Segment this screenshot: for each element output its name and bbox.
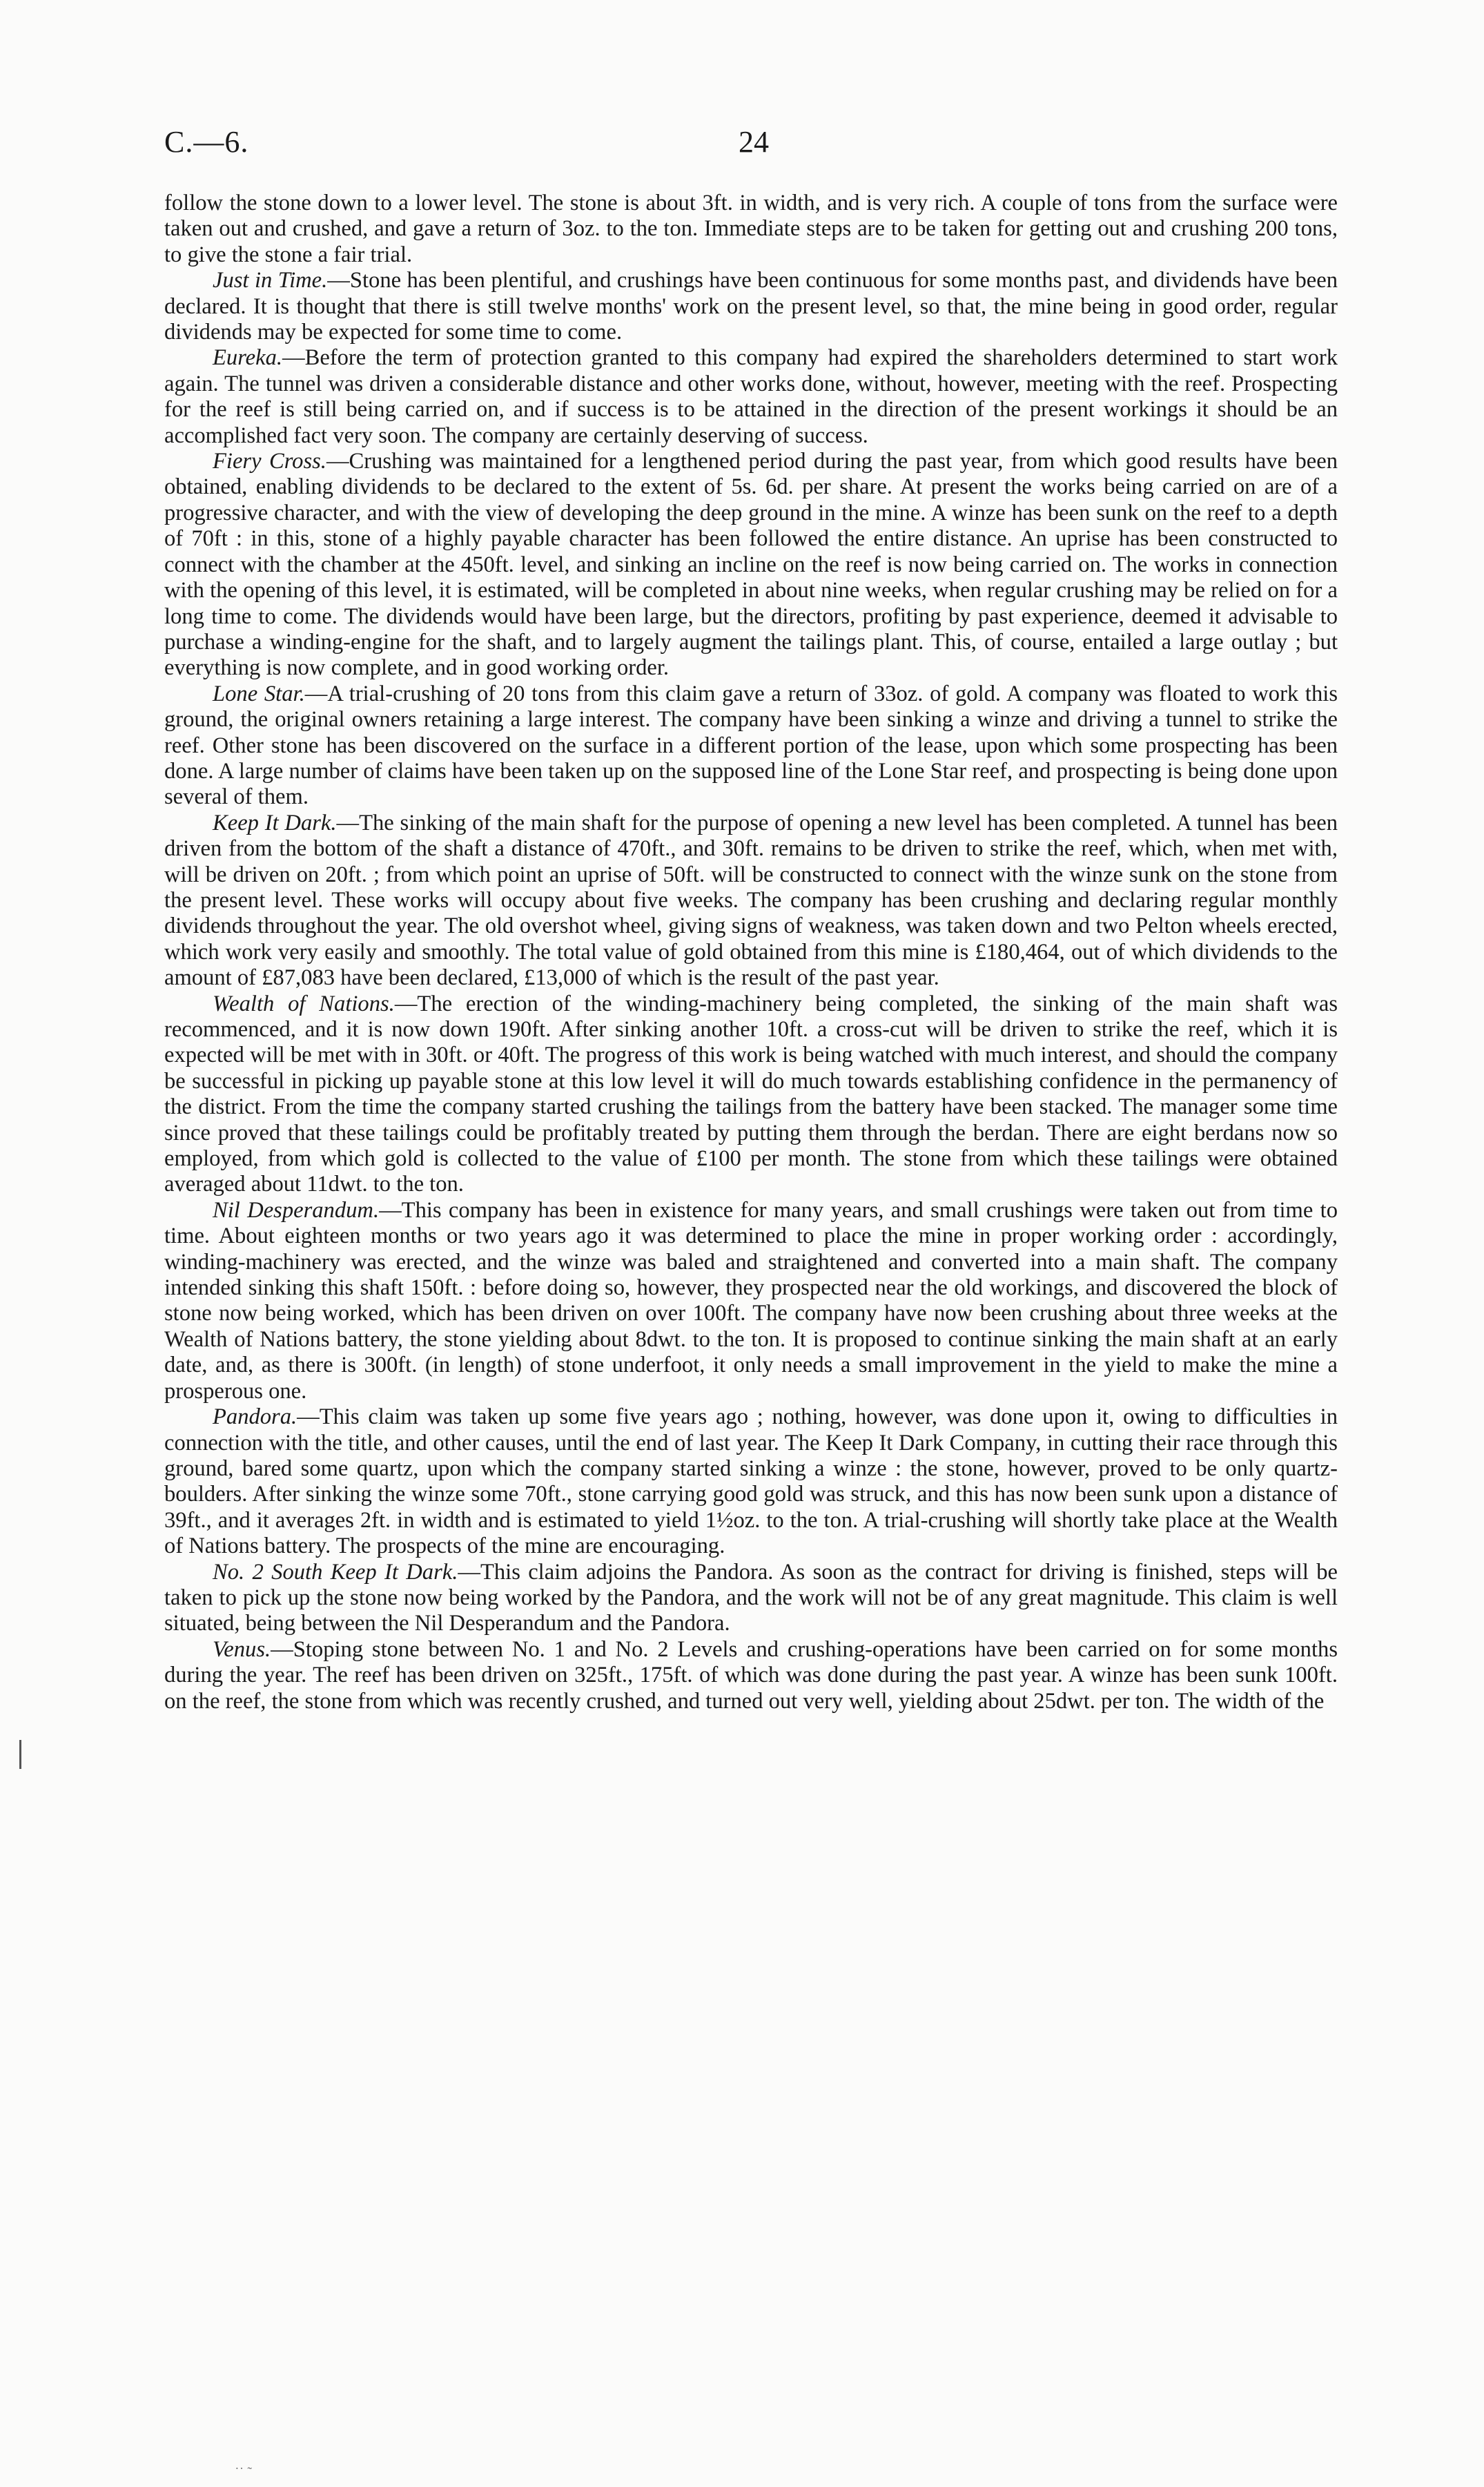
page-number: 24 bbox=[739, 125, 769, 159]
paragraph-text: —Crushing was maintained for a lengthened period during the past year, from which good results have been obtained, enabling dividends to be declared to the extent of 5s. 6d. per share. At present the works being carried on are of a progressive character, and with the view of developing the deep ground in the mine. A winze has been sunk on the reef to a depth of 70ft : in this, stone of a highly payable character has been followed the entire distance. An uprise has been constructed to connect with the chamber at the 450ft. level, and sinking an incline on the reef is now being carried on. The works in connection with the opening of this level, it is estimated, will be completed in about nine weeks, when regular crushing may be relied on for a long time to come. The dividends would have been large, but the directors, profiting by past experience, deemed it advisable to purchase a winding-engine for the shaft, and to largely augment the tailings plant. This, of course, entailed a large outlay ; but everything is now complete, and in good working order. bbox=[164, 449, 1338, 681]
paragraph-wealth-of-nations bbox=[164, 991, 1338, 1198]
mine-heading: Eureka. bbox=[213, 345, 283, 371]
paragraph-text: —The sinking of the main shaft for the purpose of opening a new level has been completed. A tunnel has been driven from the bottom of the shaft a distance of 470ft., and 30ft. remains to be driven to strike the reef, which, when met with, will be driven on 20ft. ; from which point an uprise of 50ft. will be constructed to connect with the winze sunk on the stone from the present level. These works will occupy about five weeks. The company has been crushing and declaring regular monthly dividends throughout the year. The old overshot wheel, giving signs of weakness, was taken down and two Pelton wheels erected, which work very easily and smoothly. The total value of gold obtained from this mine is £180,464, out of which dividends to the amount of £87,083 have been declared, £13,000 of which is the result of the past year. bbox=[164, 810, 1338, 991]
paragraph-nil-desperandum bbox=[164, 1198, 1338, 1404]
paragraph-just-in-time bbox=[164, 268, 1338, 345]
mine-heading: Wealth of Nations. bbox=[213, 991, 395, 1016]
paragraph-continuation bbox=[164, 191, 1338, 268]
paragraph-pandora bbox=[164, 1404, 1338, 1559]
mine-heading: Lone Star. bbox=[213, 681, 305, 706]
mine-heading: Pandora. bbox=[213, 1404, 297, 1430]
paragraph-text: —A trial-crushing of 20 tons from this claim gave a return of 33oz. of gold. A company was floated to work this ground, the original owners retaining a large interest. The company have been sinking a winze and driving a tunnel to strike the reef. Other stone has been discovered on the surface in a different portion of the lease, upon which some prospecting has been done. A large number of claims have been taken up on the supposed line of the Lone Star reef, and prospecting is being done upon several of them. bbox=[164, 681, 1338, 810]
mine-heading: Keep It Dark. bbox=[213, 810, 337, 835]
scan-artifact-mark: ˙˙ ˜ bbox=[235, 2465, 252, 2480]
paragraph-text: follow the stone down to a lower level. The stone is about 3ft. in width, and is very rich. A couple of tons from the surface were taken out and crushed, and gave a return of 3oz. to the ton. Immediate steps are to be taken for getting out and crushing 200 tons, to give the stone a fair trial. bbox=[164, 191, 1338, 267]
paragraph-text: —This company has been in existence for many years, and small crushings were taken out from time to time. About eighteen months or two years ago it was determined to place the mine in proper working order : accordingly, winding-machinery was erected, and the winze was baled and straightened and converted into a main shaft. The company intended sinking this shaft 150ft. : before doing so, however, they prospected near the old workings, and discovered the block of stone now being worked, which has been driven on over 100ft. The company have now been crushing about three weeks at the Wealth of Nations battery, the stone yielding about 8dwt. to the ton. It is proposed to continue sinking the main shaft at an early date, and, as there is 300ft. (in length) of stone underfoot, it only needs a small improvement in the yield to make the mine a prosperous one. bbox=[164, 1197, 1338, 1404]
paragraph-venus bbox=[164, 1637, 1338, 1714]
paragraph-text: —The erection of the winding-machinery being completed, the sinking of the main shaft was recommenced, and it is now down 190ft. After sinking another 10ft. a cross-cut will be driven to strike the reef, which it is expected will be met with in 30ft. or 40ft. The progress of this work is being watched with much interest, and should the company be successful in picking up payable stone at this low level it will do much towards establishing confidence in the permanency of the district. From the time the company started crushing the tailings from the battery have been stacked. The manager some time since proved that these tailings could be profitably treated by putting them through the berdan. There are eight berdans now so employed, from which gold is collected to the value of £100 per month. The stone from which these tailings were obtained averaged about 11dwt. to the ton. bbox=[164, 991, 1338, 1197]
paragraph-eureka bbox=[164, 345, 1338, 449]
document-reference: C.—6. bbox=[164, 125, 249, 159]
page-header bbox=[164, 124, 1365, 173]
paragraph-fiery-cross bbox=[164, 449, 1338, 681]
mine-heading: No. 2 South Keep It Dark. bbox=[213, 1559, 458, 1585]
paragraph-no-2-south-keep-it-dark bbox=[164, 1560, 1338, 1637]
paragraph-text: —Stone has been plentiful, and crushings have been continuous for some months past, and dividends have been declared. It is thought that there is still twelve months' work on the present level, so that, the mine being in good order, regular dividends may be expected for some time to come. bbox=[164, 268, 1338, 345]
mine-heading: Venus. bbox=[213, 1636, 271, 1662]
mine-heading: Just in Time. bbox=[213, 268, 328, 293]
paragraph-text: —Stoping stone between No. 1 and No. 2 Levels and crushing-operations have been carried on for some months during the year. The reef has been driven on 325ft., 175ft. of which was done during the past year. A winze has been sunk 100ft. on the reef, the stone from which was recently crushed, and turned out very well, yielding about 25dwt. per ton. The width of the bbox=[164, 1636, 1338, 1714]
paragraph-text: —This claim adjoins the Pandora. As soon as the contract for driving is finished, steps will be taken to pick up the stone now being worked by the Pandora, and the work will not be of any great magnitude. This claim is well situated, being between the Nil Desperandum and the Pandora. bbox=[164, 1559, 1338, 1636]
report-body bbox=[164, 191, 1338, 1714]
margin-rule bbox=[19, 1740, 21, 1769]
paragraph-text: —This claim was taken up some five years ago ; nothing, however, was done upon it, owing to difficulties in connection with the title, and other causes, until the end of last year. The Keep It Dark Company, in cutting their race through this ground, bared some quartz, upon which the company started sinking a winze : the stone, however, proved to be only quartz-boulders. After sinking the winze some 70ft., stone carrying good gold was struck, and this has now been sunk upon a distance of 39ft., and it averages 2ft. in width and is estimated to yield 1½oz. to the ton. A trial-crushing will shortly take place at the Wealth of Nations battery. The prospects of the mine are encouraging. bbox=[164, 1404, 1338, 1559]
paragraph-lone-star bbox=[164, 681, 1338, 811]
paragraph-text: —Before the term of protection granted to this company had expired the shareholders determined to start work again. The tunnel was driven a considerable distance and other works done, without, however, meeting with the reef. Prospecting for the reef is still being carried on, and if success is to be attained in the direction of the present workings it should be an accomplished fact very soon. The company are certainly deserving of success. bbox=[164, 345, 1338, 448]
paragraph-keep-it-dark bbox=[164, 811, 1338, 991]
mine-heading: Nil Desperandum. bbox=[213, 1197, 380, 1223]
mine-heading: Fiery Cross. bbox=[213, 449, 326, 474]
